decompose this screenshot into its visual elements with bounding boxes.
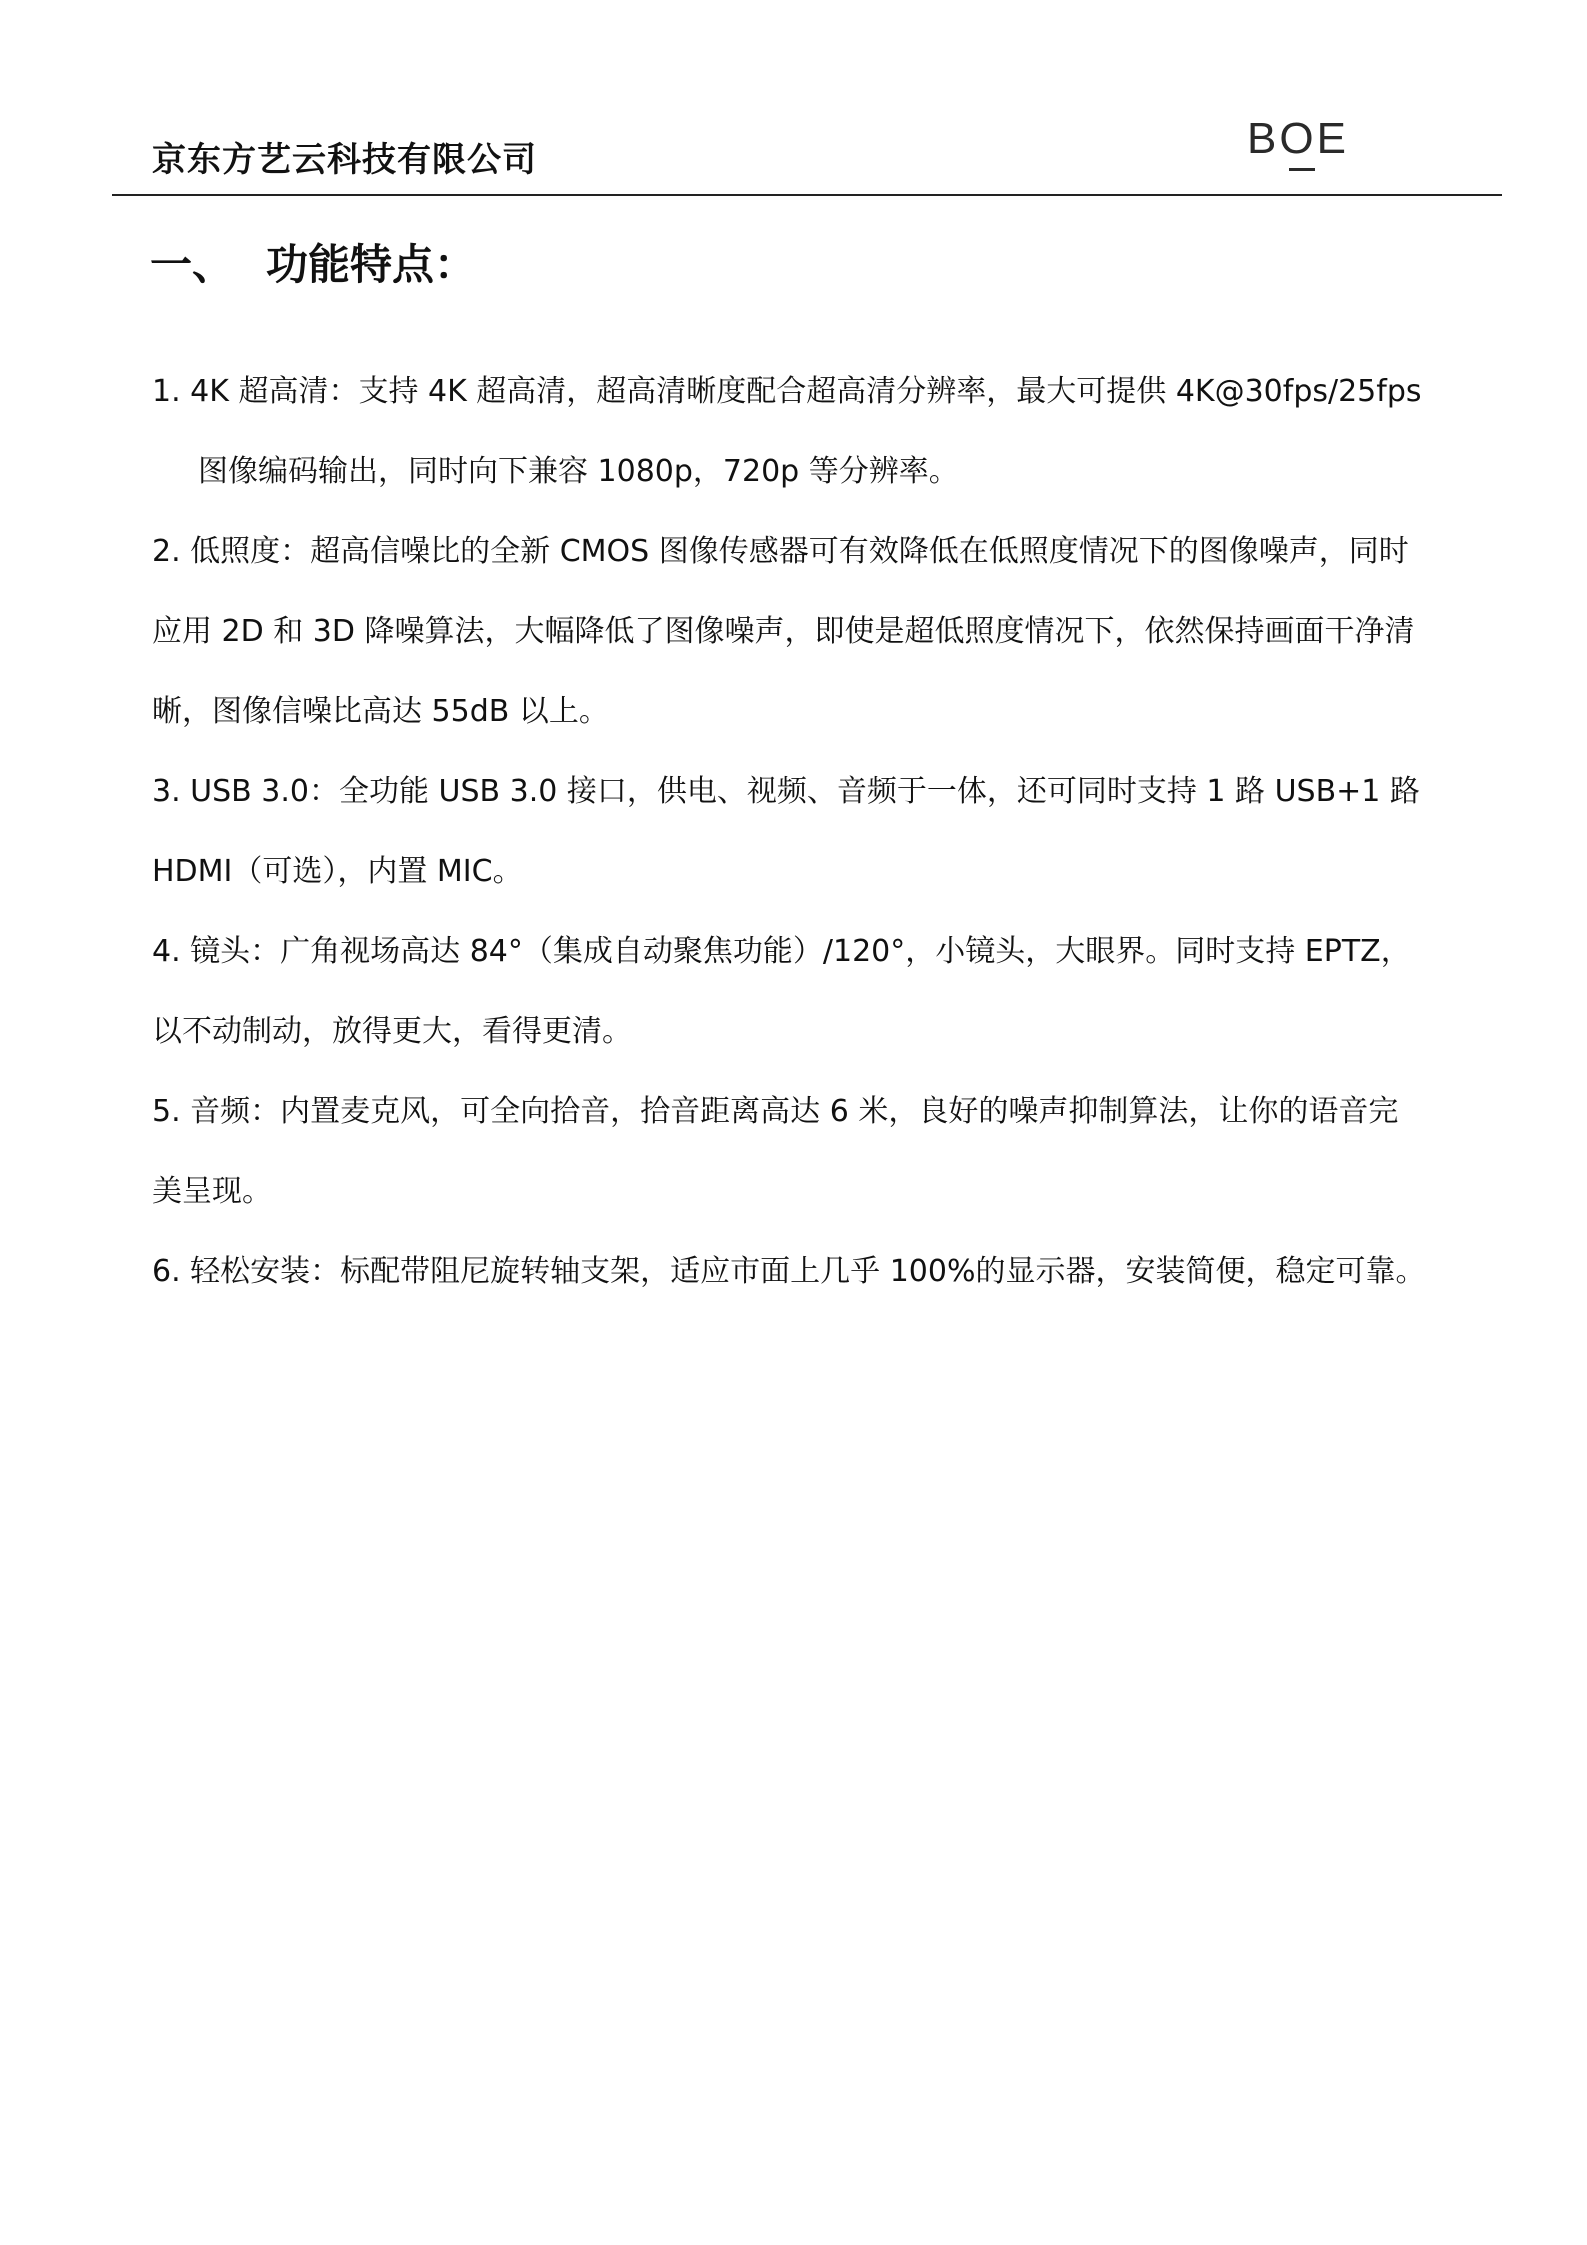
section-title: 功能特点：: [266, 240, 477, 289]
feature-text-line: 以不动制动，放得更大，看得更清。: [152, 1014, 632, 1049]
feature-item-1: [152, 352, 1452, 512]
feature-text-line: 图像编码输出，同时向下兼容 1080p，720p 等分辨率。: [198, 454, 959, 489]
feature-item-3: [152, 752, 1452, 912]
feature-text-line: 6. 轻松安装：标配带阻尼旋转轴支架，适应市面上几乎 100%的显示器，安装简便，稳定可靠。: [152, 1254, 1426, 1289]
company-name: 京东方艺云科技有限公司: [152, 140, 537, 180]
feature-text-line: 应用 2D 和 3D 降噪算法，大幅降低了图像噪声，即使是超低照度情况下，依然保持画面干净清: [152, 614, 1415, 649]
feature-text-line: 美呈现。: [152, 1174, 272, 1209]
feature-item-5: [152, 1072, 1452, 1232]
feature-text-line: 5. 音频：内置麦克风，可全向拾音，拾音距离高达 6 米，良好的噪声抑制算法，让你的语音完: [152, 1094, 1399, 1129]
feature-text-line: 1. 4K 超高清：支持 4K 超高清，超高清晰度配合超高清分辨率，最大可提供 4K@30fps/25fps: [152, 374, 1422, 409]
feature-item-4: [152, 912, 1452, 1072]
feature-list: [152, 352, 1452, 1312]
feature-text-line: 3. USB 3.0：全功能 USB 3.0 接口，供电、视频、音频于一体，还可同时支持 1 路 USB+1 路: [152, 774, 1420, 809]
feature-item-6: [152, 1232, 1452, 1312]
logo-underline: [1289, 168, 1315, 171]
section-heading: [150, 232, 476, 292]
page-header: [112, 110, 1502, 196]
feature-item-2: [152, 512, 1452, 752]
feature-text-line: 晰，图像信噪比高达 55dB 以上。: [152, 694, 609, 729]
section-number: 一、: [150, 240, 235, 289]
boe-logo: [1247, 114, 1357, 170]
logo-text: BOE: [1247, 114, 1349, 163]
feature-text-line: 2. 低照度：超高信噪比的全新 CMOS 图像传感器可有效降低在低照度情况下的图像噪声，同时: [152, 534, 1409, 569]
feature-text-line: HDMI（可选），内置 MIC。: [152, 854, 523, 889]
feature-text-line: 4. 镜头：广角视场高达 84°（集成自动聚焦功能）/120°，小镜头，大眼界。同时支持 EPTZ，: [152, 934, 1411, 969]
